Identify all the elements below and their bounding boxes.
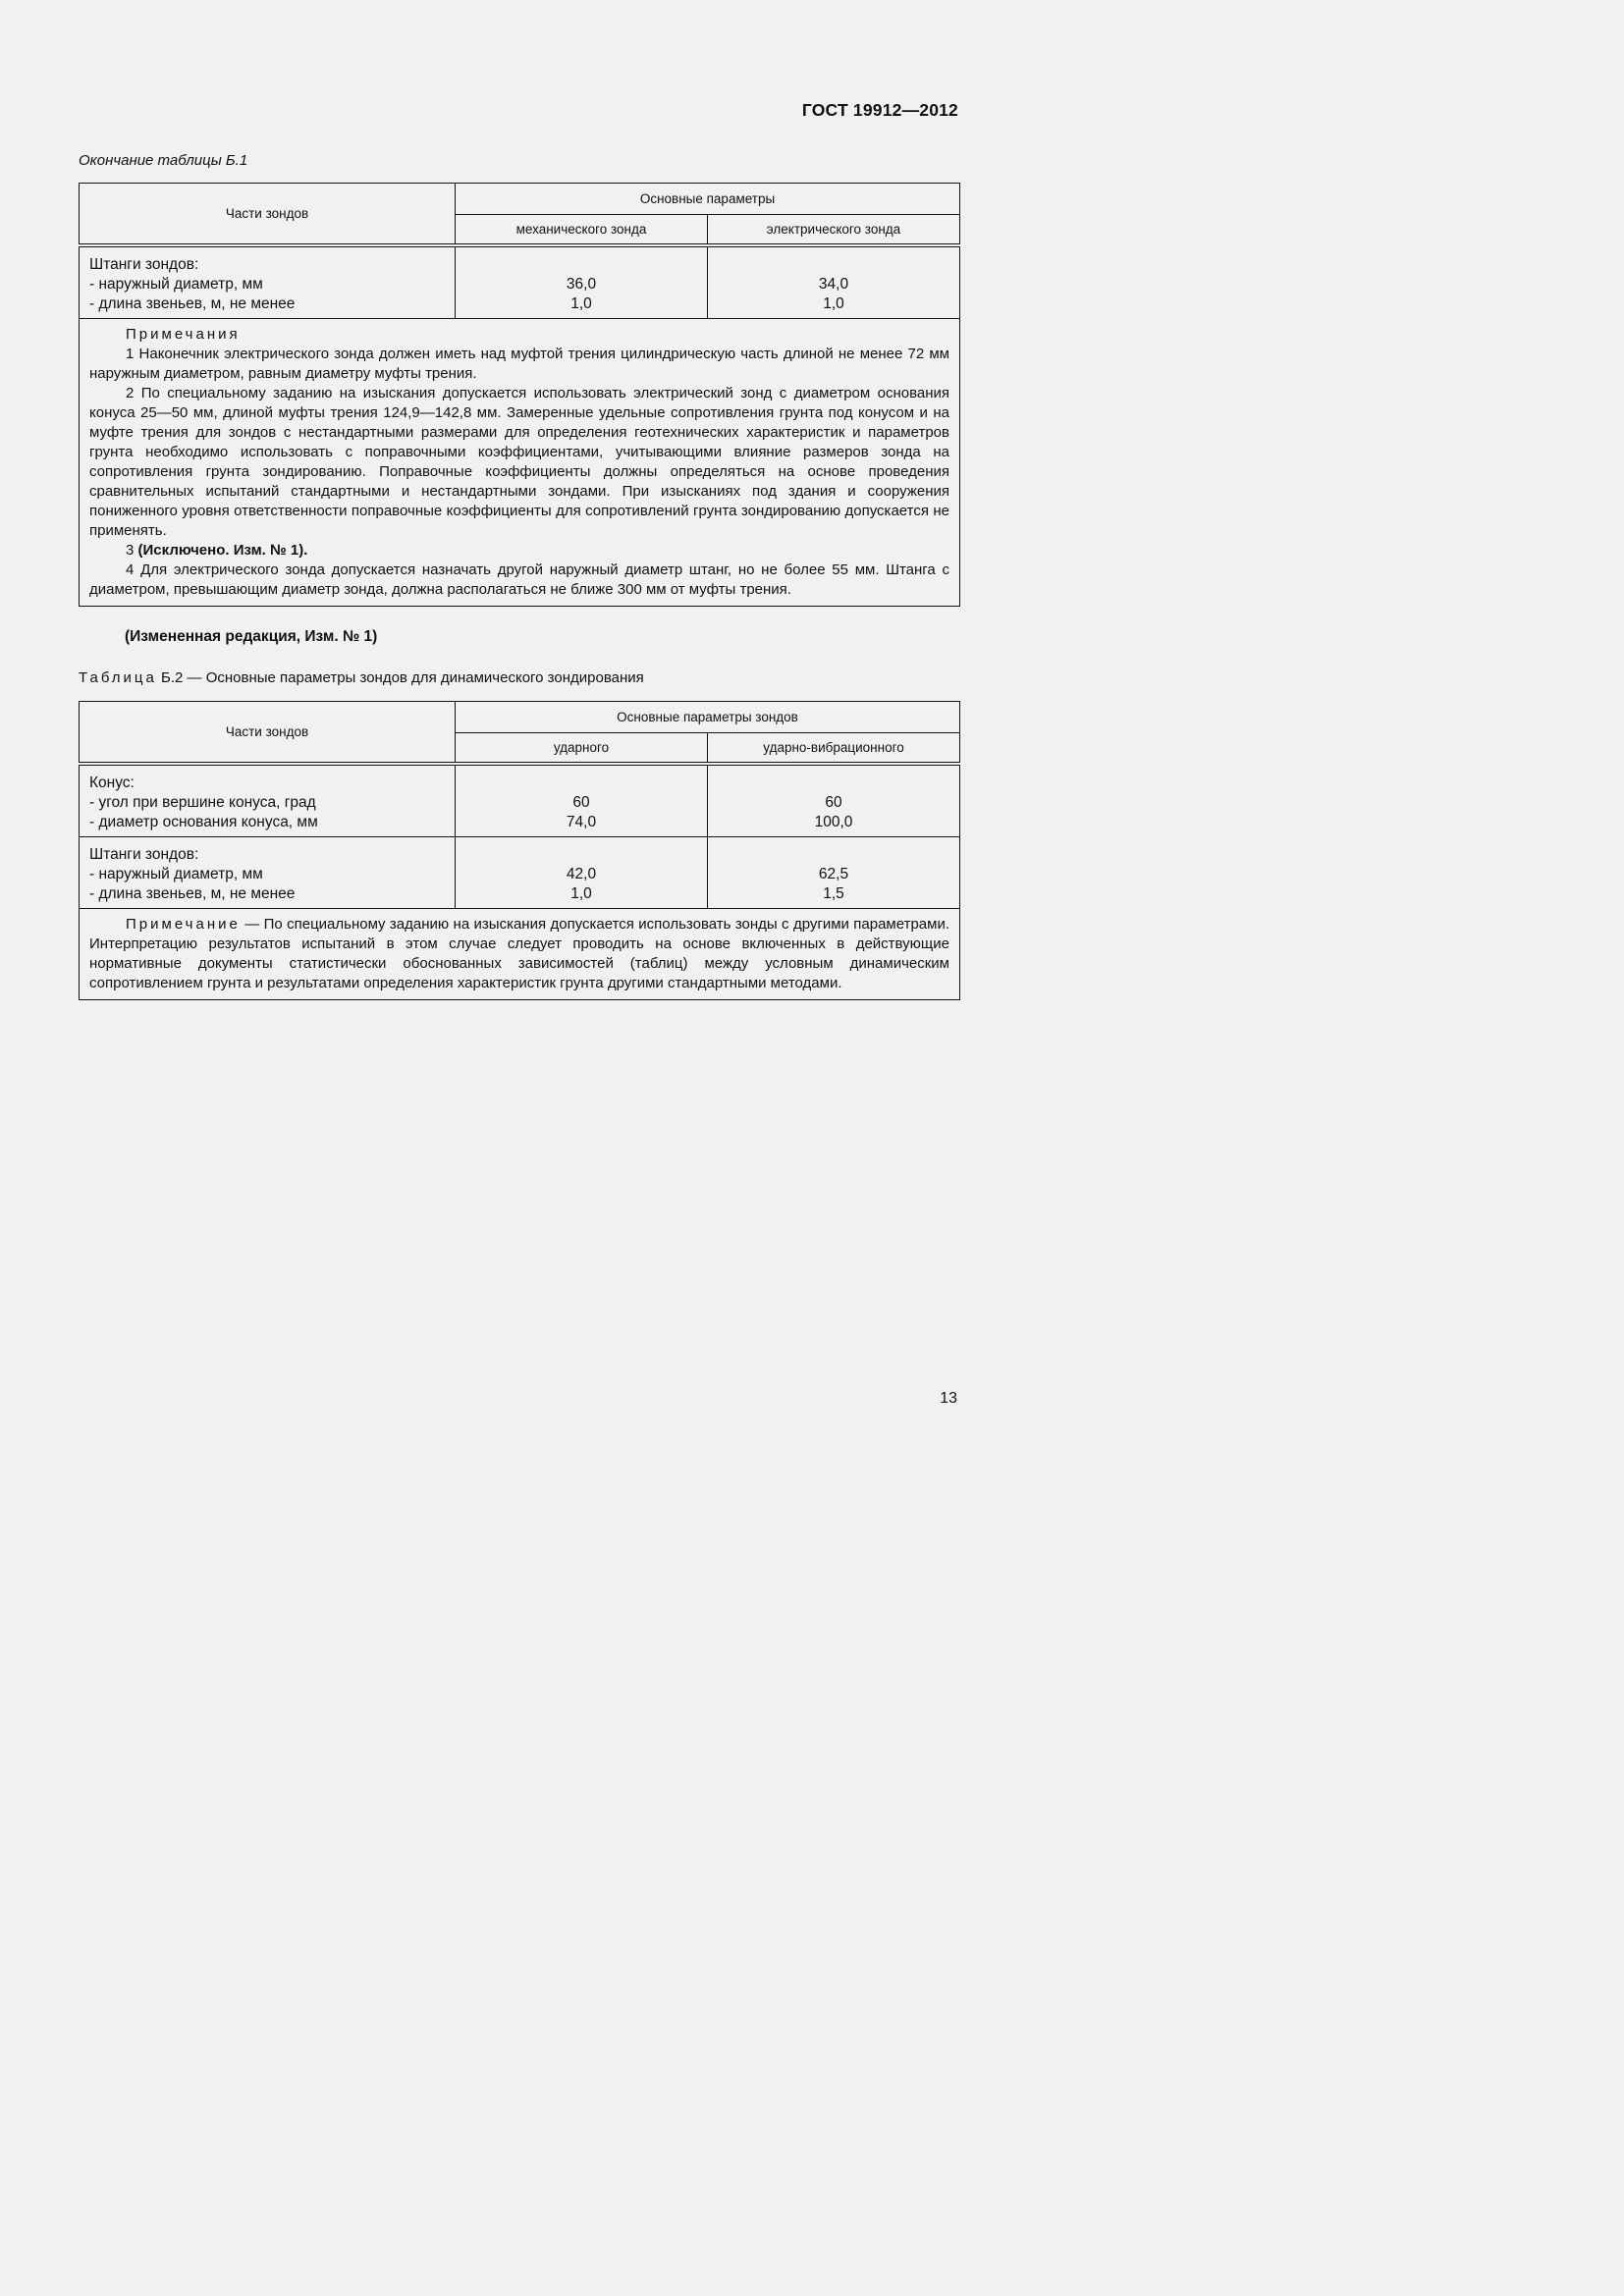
row-label-line: - диаметр основания конуса, мм [89,813,318,830]
row-label-line: Штанги зондов: [89,255,199,273]
row-label-line: - наружный диаметр, мм [89,865,263,882]
row-label-line: - длина звеньев, м, не менее [89,294,296,312]
row-label-line: - угол при вершине конуса, град [89,793,316,811]
table-b1 [79,183,960,607]
impact-values [456,836,708,908]
row-label [80,836,456,908]
col-header-impact: ударного [456,733,708,764]
amendment-note: (Измененная редакция, Изм. № 1) [125,628,378,645]
col-header-parts: Части зондов [80,702,456,764]
table-b2 [79,701,960,1000]
row-label-line: - наружный диаметр, мм [89,275,263,293]
vibro-values [708,836,960,908]
elec-value: 34,0 [818,275,849,293]
note-3 [89,541,949,561]
col-header-parts: Части зондов [80,184,456,245]
note-1: 1 Наконечник электрического зонда должен иметь над муфтой трения цилиндрическую часть длиной не менее 72 мм наружным диаметром, равным диаметру муфты трения. [89,345,949,382]
page-number: 13 [940,1390,957,1407]
document-header: ГОСТ 19912—2012 [801,100,958,120]
col-header-vibro: ударно-вибрационного [708,733,960,764]
mech-values [456,245,708,319]
elec-value: 1,0 [823,294,844,312]
vibro-value: 60 [825,793,842,811]
row-label-line: - длина звеньев, м, не менее [89,884,296,902]
table-row [80,836,960,908]
note-4: 4 Для электрического зонда допускается назначать другой наружный диаметр штанг, но не более 55 мм. Штанга с диаметром, превышающим диаметр зонда, должна располагаться не ближе 300 мм от муфты трения. [89,561,949,598]
note-2: 2 По специальному заданию на изыскания допускается использовать электрический зонд с диаметром основания конуса 25—50 мм, длиной муфты трения 124,9—142,8 мм. Замеренные удельные сопротивления грунта под конусом и на муфте трения для зондов с нестандартными размерами для определения геотехнических характеристик и параметров грунта необходимо использовать с поправочными коэффициентами, учитывающими влияние размеров зонда на сопротивления грунта зондированию. Поправочные коэффициенты должны определяться на основе проведения сравнительных испытаний стандартными и нестандартными зондами. При изысканиях под здания и сооружения пониженного уровня ответственности поправочные коэффициенты для сопротивлений грунта зондированию допускается не применять. [89,384,949,539]
note-3-excluded: (Исключено. Изм. № 1). [137,541,308,559]
row-label [80,245,456,319]
impact-value: 74,0 [566,813,597,830]
row-label-line: Конус: [89,774,135,791]
elec-values [708,245,960,319]
impact-value: 60 [572,793,590,811]
table-b2-note [80,908,960,999]
table-row [80,764,960,837]
vibro-value: 1,5 [823,884,844,902]
caption-text: Б.2 — Основные параметры зондов для динамического зондирования [161,669,644,686]
mech-value: 36,0 [566,275,597,293]
col-header-elec: электрического зонда [708,215,960,245]
table-b1-notes [80,318,960,606]
note-title: Примечание [126,915,241,933]
col-header-mech: механического зонда [456,215,708,245]
impact-value: 42,0 [566,865,597,882]
notes-title: Примечания [126,325,241,343]
note-text: — По специальному заданию на изыскания допускается использовать зонды с другими параметрами. Интерпретацию результатов испытаний в этом случае следует проводить на основе включенных в действующие нормативные документы статистически обоснованных зависимостей (таблиц) между условным динамическим сопротивлением грунта и результатами определения характеристик грунта другими стандартными методами. [89,915,950,991]
table-row [80,245,960,319]
impact-value: 1,0 [570,884,592,902]
vibro-values [708,764,960,837]
mech-value: 1,0 [570,294,592,312]
row-label [80,764,456,837]
col-header-params: Основные параметры зондов [456,702,960,733]
table-b2-caption [79,669,644,686]
table-continuation-label: Окончание таблицы Б.1 [79,152,248,169]
vibro-value: 100,0 [814,813,853,830]
vibro-value: 62,5 [818,865,849,882]
note-3-number: 3 [126,541,135,559]
row-label-line: Штанги зондов: [89,845,199,863]
impact-values [456,764,708,837]
col-header-params: Основные параметры [456,184,960,215]
caption-word: Таблица [79,669,157,686]
